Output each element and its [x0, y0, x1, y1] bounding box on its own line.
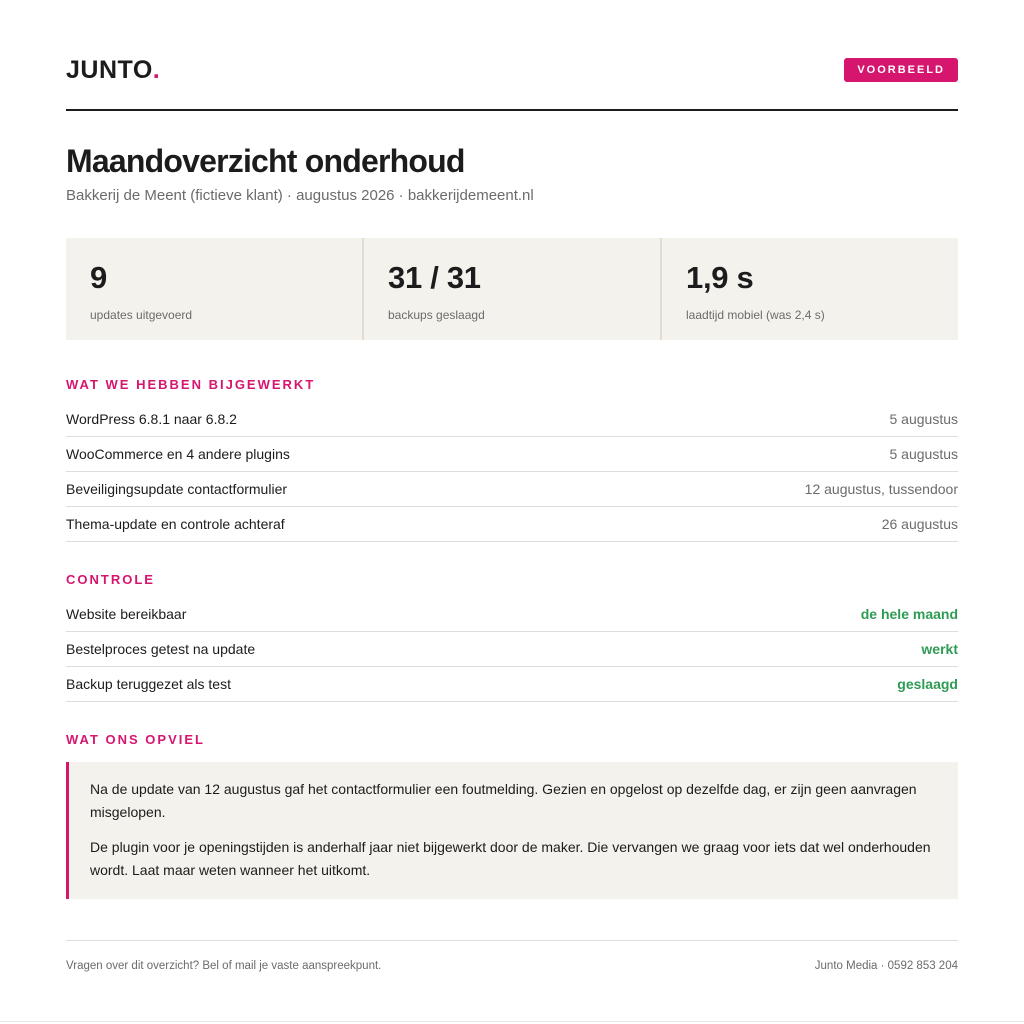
list-item [66, 402, 958, 437]
notes-callout [66, 762, 958, 899]
stat-value: 31 / 31 [388, 260, 481, 295]
stat-backups [362, 238, 660, 340]
checks-list [66, 597, 958, 702]
note-paragraph: De plugin voor je openingstijden is anderhalf jaar niet bijgewerkt door de maker. Die vervangen we graag voor iets dat wel onderhouden wordt. Laat maar weten wanneer het uitkomt. [90, 839, 931, 878]
checks-section-title: CONTROLE [66, 572, 155, 587]
report-header [66, 0, 958, 111]
check-status: werkt [921, 641, 958, 657]
check-label: Backup teruggezet als test [66, 676, 231, 692]
update-label: WooCommerce en 4 andere plugins [66, 446, 290, 462]
logo-text: JUNTO [66, 56, 153, 84]
footer-contact-note: Vragen over dit overzicht? Bel of mail je vaste aanspreekpunt. [66, 960, 382, 972]
list-item [66, 472, 958, 507]
check-status: de hele maand [860, 606, 958, 622]
stat-label: laadtijd mobiel (was 2,4 s) [686, 308, 825, 322]
report-page [66, 0, 958, 899]
updates-section-title: WAT WE HEBBEN BIJGEWERKT [66, 377, 316, 392]
stat-value: 9 [90, 260, 107, 295]
update-date: 12 augustus, tussendoor [804, 481, 958, 497]
update-label: Beveiligingsupdate contactformulier [66, 481, 288, 497]
list-item [66, 437, 958, 472]
bottom-divider [0, 1021, 1024, 1022]
footer-company-phone: Junto Media · 0592 853 204 [814, 960, 958, 972]
report-footer [66, 940, 958, 972]
update-date: 26 augustus [881, 516, 958, 532]
example-badge: VOORBEELD [844, 58, 958, 82]
update-date: 5 augustus [889, 411, 958, 427]
notes-section-title: WAT ONS OPVIEL [66, 732, 205, 747]
note-paragraph: Na de update van 12 augustus gaf het contactformulier een foutmelding. Gezien en opgelost op dezelfde dag, er zijn geen aanvragen misgelopen. [90, 781, 917, 820]
list-item [66, 667, 958, 702]
stat-updates [66, 238, 362, 340]
stat-label: backups geslaagd [388, 308, 485, 322]
list-item [66, 597, 958, 632]
page-subtitle: Bakkerij de Meent (fictieve klant) · augustus 2026 · bakkerijdemeent.nl [66, 187, 534, 204]
updates-list [66, 402, 958, 542]
page-title: Maandoverzicht onderhoud [66, 143, 465, 179]
update-date: 5 augustus [889, 446, 958, 462]
update-label: WordPress 6.8.1 naar 6.8.2 [66, 411, 237, 427]
logo-dot: . [152, 56, 161, 84]
stats-panel [66, 238, 958, 340]
update-label: Thema-update en controle achteraf [66, 516, 285, 532]
stat-value: 1,9 s [686, 260, 754, 295]
check-label: Website bereikbaar [66, 606, 187, 622]
stat-label: updates uitgevoerd [90, 308, 193, 322]
check-label: Bestelproces getest na update [66, 641, 256, 657]
junto-logo [66, 56, 160, 85]
list-item [66, 632, 958, 667]
list-item [66, 507, 958, 542]
stat-loadtime [660, 238, 958, 340]
check-status: geslaagd [897, 676, 958, 692]
